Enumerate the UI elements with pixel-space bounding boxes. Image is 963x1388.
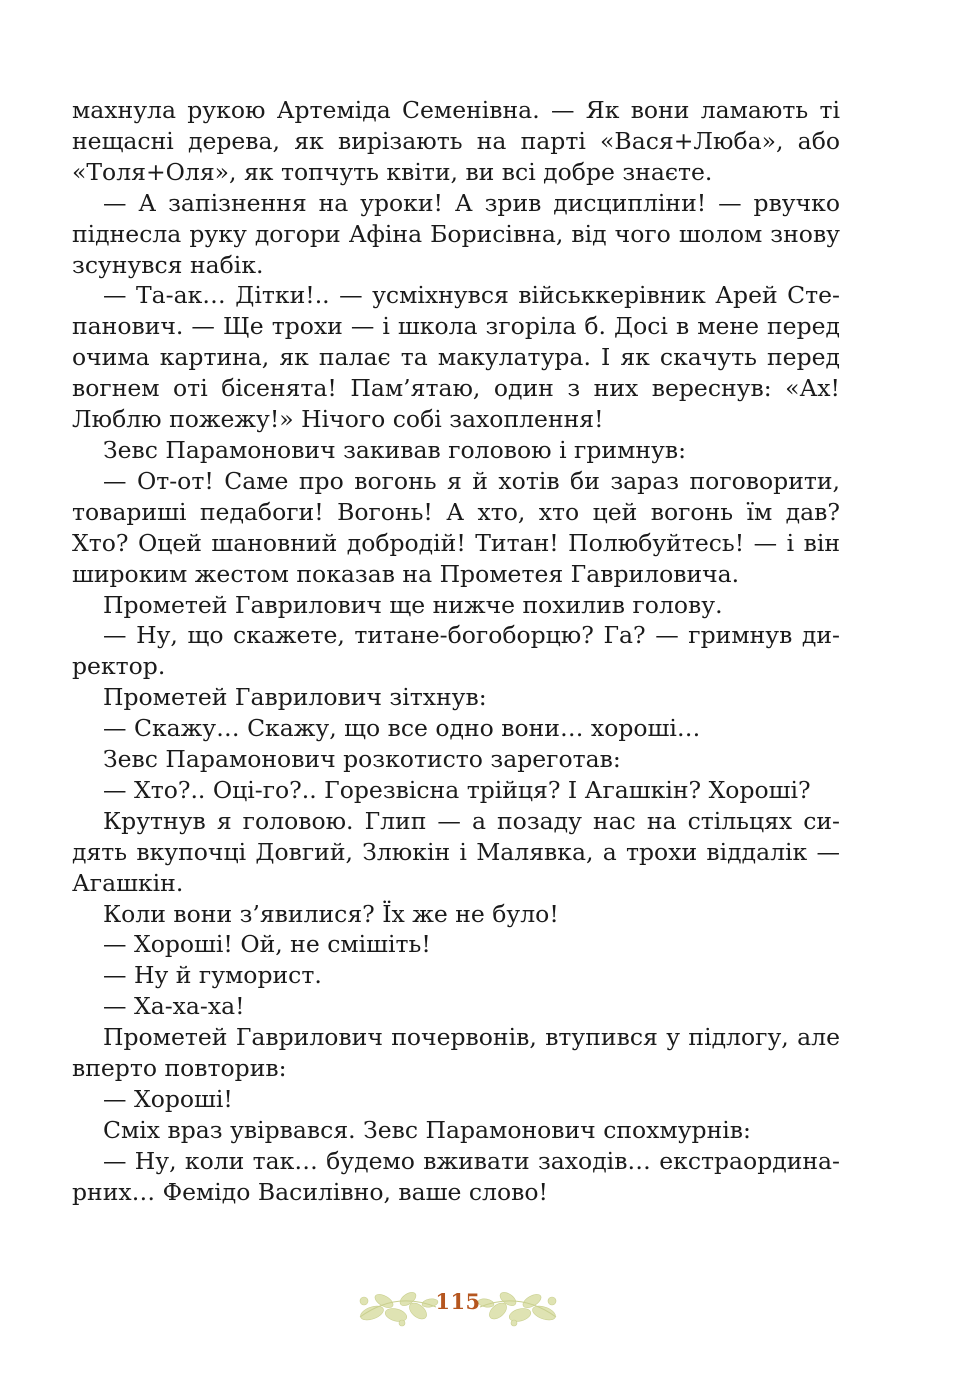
paragraph-17: Прометей Гаврилович почервонів, втупився у підлогу, але вперто повторив: [72,1023,840,1083]
paragraph-2: — А запізнення на уроки! А зрив дисципліни! — рвучко піднесла руку догори Афіна Борисівна, від чого шолом знову зсунувся набік. [72,188,840,279]
paragraph-18: — Хороші! [103,1085,233,1113]
paragraph-15: — Ну й гуморист. [103,961,322,990]
paragraph-9: — Скажу… Скажу, що все одно вони… хороші… [103,714,701,743]
paragraph-3: — Та-ак… Дітки!.. — усміхнувся військкерівник Арей Степанович. — Ще трохи — і школа згоріла б. Досі в мене перед очима картина, як палає та макулатура. І як скачуть перед вогнем оті бісенята! Пам’ятаю, один з них вереснув: «Ах! Люблю пожежу!» Нічого собі захоплення! [72,281,840,434]
paragraph-14: — Хороші! Ой, не смішіть! [103,930,431,959]
paragraph-16: — Ха-ха-ха! [103,992,245,1021]
paragraph-6: Прометей Гаврилович ще нижче похилив голову. [103,590,723,619]
paragraph-19: Сміх враз увірвався. Зевс Парамонович спохмурнів: [103,1115,751,1144]
paragraph-7: — Ну, що скажете, титане-богоборцю? Га? — гримнув директор. [72,621,840,681]
paragraph-8: Прометей Гаврилович зітхнув: [103,683,487,712]
page-footer [356,1281,560,1329]
paragraph-4: Зевс Парамонович закивав головою і гримнув: [103,435,686,464]
paragraph-20: — Ну, коли так… будемо вживати заходів… екстраординарних… Фемідо Василівно, ваше слово! [72,1146,840,1206]
page-body-text [72,95,840,1208]
paragraph-10: Зевс Парамонович розкотисто зареготав: [103,745,621,774]
paragraph-13: Коли вони з’явилися? Їх же не було! [103,899,559,928]
paragraph-5: — От-от! Саме про вогонь я й хотів би зараз поговорити, товариші педабоги! Вогонь! А хто, хто цей вогонь їм дав? Хто? Оцей шановний добродій! Титан! Полюбуйтесь! — і він широким жестом показав на Прометея Гавриловича. [72,466,840,588]
paragraph-1: махнула рукою Артеміда Семенівна. — Як вони ламають ті нещасні дерева, як вирізають на парті «Вася+Люба», або «Толя+Оля», як топчуть квіти, ви всі добре знаєте. [72,96,840,186]
paragraph-12: Крутнув я головою. Глип — а позаду нас на стільцях сидять вкупочці Довгий, Злюкін і Малявка, а трохи віддалік — Агашкін. [72,806,840,897]
paragraph-11: — Хто?.. Оці-го?.. Горезвісна трійця? І Агашкін? Хороші? [103,775,811,804]
page-number: 115 [435,1289,481,1314]
